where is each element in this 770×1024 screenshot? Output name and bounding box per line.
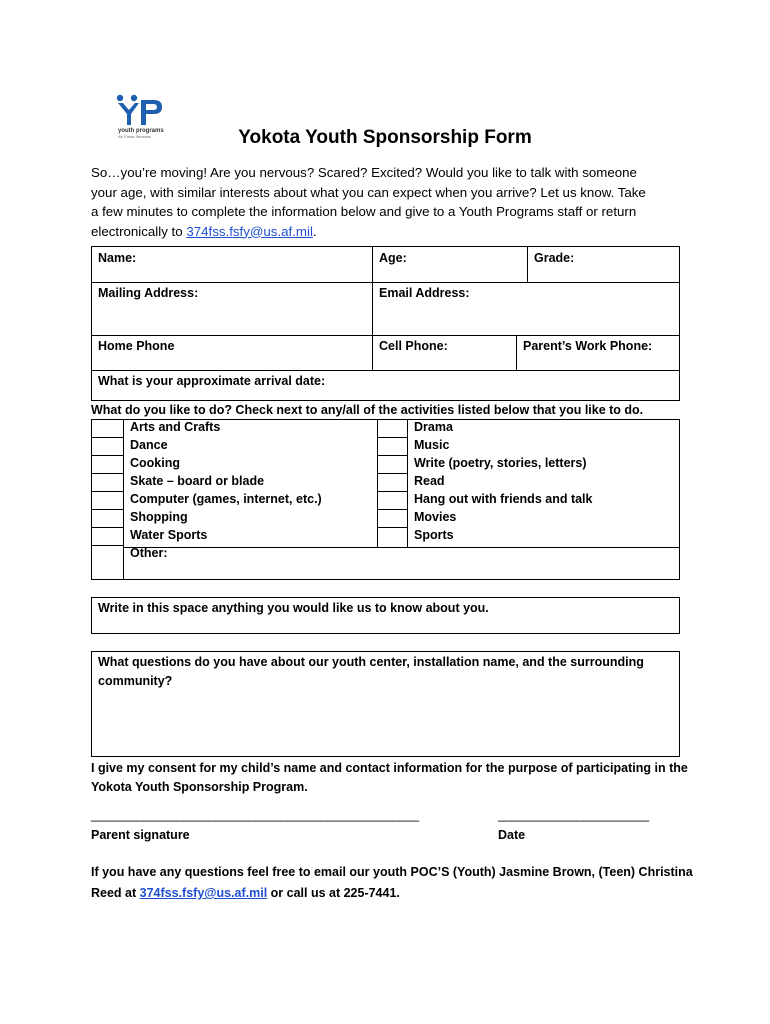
activities-prompt: What do you like to do? Check next to any/all of the activities listed below that you like to do. — [91, 403, 644, 417]
activity-item[interactable]: Drama — [414, 420, 453, 434]
activity-item[interactable]: Shopping — [130, 510, 188, 524]
about-you-label: Write in this space anything you would like us to know about you. — [98, 601, 489, 615]
intro-paragraph — [91, 163, 681, 241]
footer-prefix: Reed at — [91, 886, 140, 900]
cell-phone-field[interactable]: Cell Phone: — [379, 339, 448, 353]
activity-item[interactable]: Music — [414, 438, 450, 452]
activity-item[interactable]: Read — [414, 474, 445, 488]
consent-line: I give my consent for my child’s name and contact information for the purpose of participating in the — [91, 761, 688, 775]
questions-line: What questions do you have about our youth center, installation name, and the surrounding — [98, 655, 644, 669]
date-label: Date — [498, 828, 526, 842]
activity-item[interactable]: Cooking — [130, 456, 180, 470]
activity-item[interactable]: Movies — [414, 510, 457, 524]
activity-item[interactable]: Arts and Crafts — [130, 420, 221, 434]
logo-caption: youth programs — [118, 128, 164, 134]
grade-field[interactable]: Grade: — [534, 251, 575, 265]
logo-subcaption: Air Force Services — [118, 134, 151, 139]
footer-line: If you have any questions feel free to email our youth POC’S (Youth) Jasmine Brown, (Teen) Christina — [91, 865, 693, 879]
activity-item[interactable]: Skate – board or blade — [130, 474, 265, 488]
footer-suffix: or call us at 225-7441. — [267, 886, 400, 900]
intro-line-prefix: electronically to — [91, 223, 187, 239]
intro-line: So…you’re moving! Are you nervous? Scared? Excited? Would you like to talk with someone — [91, 165, 637, 180]
activity-item[interactable]: Write (poetry, stories, letters) — [414, 456, 587, 470]
email-address-field[interactable]: Email Address: — [379, 286, 470, 300]
intro-line: a few minutes to complete the information below and give to a Youth Programs staff or return — [91, 204, 637, 219]
questions-label — [98, 653, 644, 691]
intro-email-link[interactable]: 374fss.fsfy@us.af.mil — [186, 223, 313, 239]
footer-email-link[interactable]: 374fss.fsfy@us.af.mil — [139, 886, 268, 900]
age-field[interactable]: Age: — [379, 251, 407, 265]
footer-contact — [91, 862, 693, 904]
intro-line: your age, with similar interests about what you can expect when you arrive? Let us know. Take — [91, 184, 646, 200]
parent-signature-line[interactable]: __________________________________________________ — [91, 808, 419, 822]
name-field[interactable]: Name: — [98, 251, 137, 265]
activity-item[interactable]: Water Sports — [130, 528, 208, 542]
consent-line: Yokota Youth Sponsorship Program. — [91, 780, 308, 794]
parent-work-phone-field[interactable]: Parent’s Work Phone: — [523, 339, 653, 353]
intro-line-suffix: . — [312, 223, 317, 239]
date-line[interactable]: _______________________ — [498, 808, 649, 822]
questions-line: community? — [98, 674, 173, 688]
activity-item[interactable]: Sports — [414, 528, 454, 542]
activity-item[interactable]: Computer (games, internet, etc.) — [130, 492, 322, 506]
arrival-date-field[interactable]: What is your approximate arrival date: — [98, 374, 326, 388]
mailing-address-field[interactable]: Mailing Address: — [98, 286, 199, 300]
page-title: Yokota Youth Sponsorship Form — [238, 127, 532, 148]
activity-item[interactable]: Hang out with friends and talk — [414, 492, 593, 506]
consent-text — [91, 759, 688, 797]
parent-signature-label: Parent signature — [91, 828, 190, 842]
activity-item[interactable]: Dance — [130, 438, 168, 452]
activity-other[interactable]: Other: — [130, 546, 168, 560]
home-phone-field[interactable]: Home Phone — [98, 339, 175, 353]
